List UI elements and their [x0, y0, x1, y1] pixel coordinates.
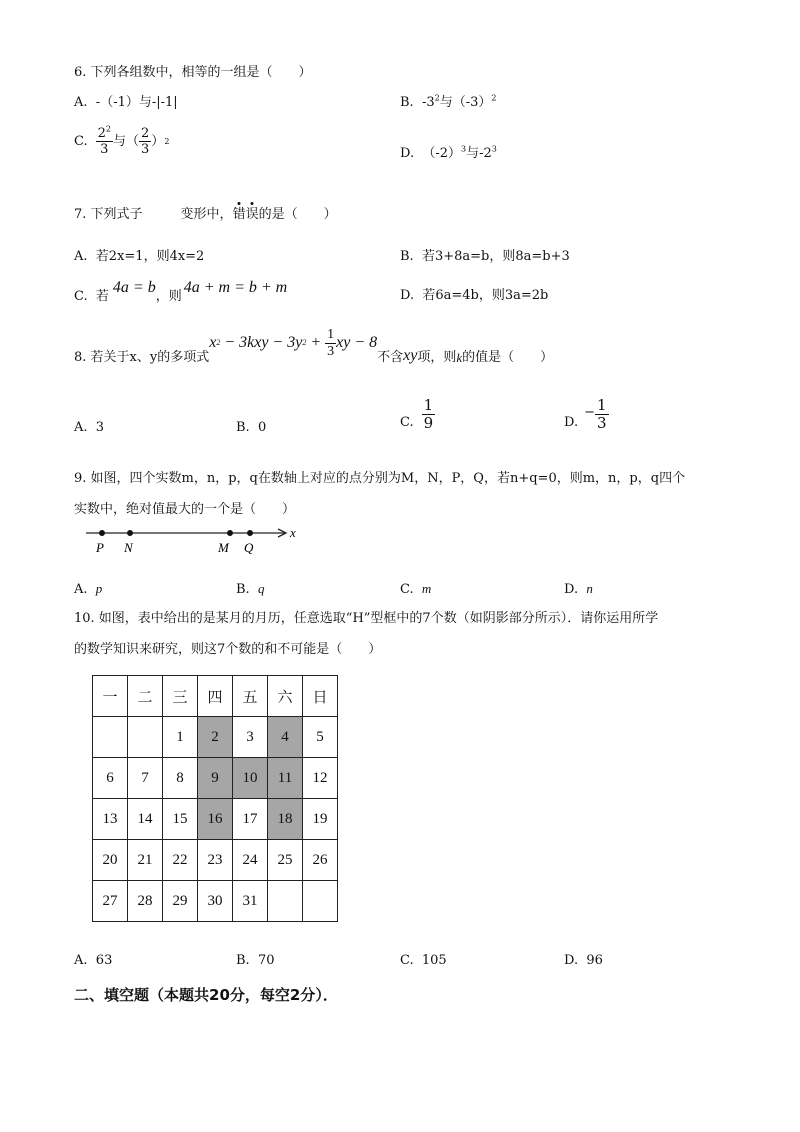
calendar-day-cell: 27 [93, 881, 128, 922]
calendar-day-cell: 21 [128, 840, 163, 881]
q8-stem [74, 328, 553, 364]
calendar-week-row [93, 840, 338, 881]
option-text: 70 [257, 953, 275, 968]
option-label: B. [400, 249, 414, 264]
calendar-header-cell: 三 [163, 676, 198, 717]
calendar-header-cell: 四 [198, 676, 233, 717]
option-label: B. [236, 582, 250, 597]
poly-term: − 3kxy − 3y [220, 334, 303, 351]
calendar-day-cell: 23 [198, 840, 233, 881]
calendar-day-cell: 15 [163, 799, 198, 840]
option-text: ） [151, 134, 165, 149]
option-label: D. [400, 146, 415, 161]
q10-option-b [236, 954, 275, 967]
emphasis-char: 错 [232, 207, 246, 222]
fraction [139, 127, 151, 156]
calendar-header-cell: 六 [268, 676, 303, 717]
calendar-day-cell: 26 [303, 840, 338, 881]
point-p-label: P [96, 540, 104, 555]
q9-option-d [564, 582, 593, 596]
calendar-day-cell: 22 [163, 840, 198, 881]
q10-option-d [564, 954, 603, 967]
option-label: A. [74, 249, 88, 264]
option-label: D. [564, 953, 579, 968]
q10-option-a [74, 954, 112, 967]
calendar-header-cell: 五 [233, 676, 268, 717]
calendar-day-cell: 24 [233, 840, 268, 881]
section-heading: 二、填空题（本题共20分，每空2分）． [74, 986, 338, 1004]
stem-text: 不含 [377, 349, 404, 365]
q10-option-c [400, 954, 447, 967]
option-text: 与-2 [466, 146, 492, 161]
q9-stem-line1: 9. 如图，四个实数m，n，p，q在数轴上对应的点分别为M，N，P，Q，若n+q=0，则m，n，p，q四个 [74, 471, 686, 486]
fraction-denominator: 3 [327, 343, 335, 359]
q10-stem-line1: 10. 如图，表中给出的是某月的月历，任意选取“H”型框中的7个数（如阴影部分所示）．请你运用所学 [74, 611, 659, 626]
option-label: A. [74, 95, 88, 110]
calendar-day-cell: 17 [233, 799, 268, 840]
polynomial: x 2 − 3kxy − 3y 2 + $\frac{1}{3}$ xy − 8 [209, 326, 378, 359]
option-text: n [586, 581, 593, 596]
calendar-week-row [93, 717, 338, 758]
calendar-day-cell [128, 717, 163, 758]
option-text: 与（-3） [439, 95, 492, 110]
exponent: 2 [434, 93, 440, 103]
q6-option-d [400, 144, 497, 161]
exponent: 3 [491, 144, 497, 154]
calendar-header-cell: 一 [93, 676, 128, 717]
calendar-day-cell: 20 [93, 840, 128, 881]
option-label: D. [564, 415, 579, 430]
q7-option-c [74, 280, 287, 303]
fraction-numerator: 2 [97, 126, 106, 141]
q6-option-b [400, 93, 497, 110]
q9-option-c [400, 582, 431, 596]
option-text: -（-1）与-|-1| [95, 95, 178, 110]
calendar-day-cell: 29 [163, 881, 198, 922]
poly-term: + [306, 334, 326, 351]
calendar-day-cell: 4 [268, 717, 303, 758]
calendar-day-cell: 11 [268, 758, 303, 799]
option-text: 与（ [113, 134, 140, 149]
q8-option-a [74, 421, 104, 434]
option-text: q [257, 581, 265, 596]
minus-sign: − [584, 405, 595, 420]
q6-stem: 6. 下列各组数中，相等的一组是（ ） [74, 65, 312, 80]
calendar-day-cell: 13 [93, 799, 128, 840]
point-m-label: M [218, 540, 229, 555]
stem-text: 8. 若关于x、y的多项式 [74, 349, 210, 365]
option-text: 96 [586, 953, 603, 968]
point-n-label: N [124, 540, 133, 555]
poly-term: x [209, 334, 217, 351]
option-label: C. [400, 582, 414, 597]
point-n-dot [127, 530, 133, 536]
q8-option-d [564, 398, 609, 431]
math-var: k [456, 349, 463, 365]
calendar-day-cell: 2 [198, 717, 233, 758]
calendar-day-cell: 31 [233, 881, 268, 922]
number-line-figure [80, 522, 310, 558]
option-label: A. [74, 582, 88, 597]
emphasis-char: 误 [245, 207, 259, 222]
option-label: A. [74, 420, 88, 435]
calendar-day-cell: 25 [268, 840, 303, 881]
option-text: ，则 [155, 289, 182, 304]
option-label: C. [400, 953, 414, 968]
calendar-day-cell: 3 [233, 717, 268, 758]
calendar-week-row [93, 799, 338, 840]
option-label: D. [564, 582, 579, 597]
q8-option-c [400, 398, 435, 431]
calendar-day-cell: 16 [198, 799, 233, 840]
equation: 4a = b [112, 279, 156, 296]
q7-option-d [400, 289, 548, 302]
calendar-day-cell: 7 [128, 758, 163, 799]
calendar-day-cell: 1 [163, 717, 198, 758]
calendar-week-row [93, 758, 338, 799]
stem-text: 的值是（ ） [462, 349, 554, 365]
option-label: D. [400, 288, 415, 303]
q8-option-b [236, 421, 266, 434]
poly-term: xy − 8 [336, 334, 378, 351]
option-text: 105 [421, 953, 447, 968]
q7-option-b [400, 250, 570, 263]
option-text: 3 [95, 420, 105, 435]
fraction [325, 328, 336, 359]
option-text: （-2） [422, 146, 462, 161]
q10-stem-line2: 的数学知识来研究，则这7个数的和不可能是（ ） [74, 642, 382, 657]
exponent: 2 [491, 93, 497, 103]
option-text: 若6a=4b，则3a=2b [422, 288, 549, 303]
calendar-day-cell [93, 717, 128, 758]
calendar-table [92, 675, 338, 922]
option-text: 若3+8a=b，则8a=b+3 [421, 249, 570, 264]
fraction [595, 398, 609, 431]
stem-text: 项，则 [417, 349, 457, 365]
fraction-denominator: 9 [423, 414, 434, 432]
calendar-day-cell: 30 [198, 881, 233, 922]
calendar-day-cell: 9 [198, 758, 233, 799]
math-var: xy [403, 347, 418, 364]
option-text: p [95, 581, 103, 596]
calendar-header-cell: 日 [303, 676, 338, 717]
calendar-header-row [93, 676, 338, 717]
calendar-day-cell: 10 [233, 758, 268, 799]
option-label: B. [236, 953, 250, 968]
stem-text: 7. 下列式子 [74, 207, 143, 222]
q9-option-a [74, 582, 102, 596]
calendar-week-row [93, 881, 338, 922]
fraction-numerator: 2 [141, 126, 150, 141]
stem-text: 的是（ ） [258, 207, 337, 222]
exponent: 2 [105, 124, 111, 134]
q6-option-c: C. $\frac{2^2}{3}$ 与（ $\frac{2}{3}$ ） 2 [74, 124, 170, 157]
option-text: 若2x=1，则4x=2 [95, 249, 205, 264]
option-text: 0 [257, 420, 267, 435]
calendar-day-cell [303, 881, 338, 922]
fraction-numerator: 1 [327, 326, 335, 342]
q7-stem [74, 208, 337, 221]
fraction-denominator: 3 [141, 142, 150, 157]
fraction-numerator: 1 [423, 396, 434, 414]
calendar-header-cell: 二 [128, 676, 163, 717]
point-q-dot [247, 530, 253, 536]
calendar-day-cell: 12 [303, 758, 338, 799]
point-p-dot [99, 530, 105, 536]
axis-label: x [290, 525, 296, 540]
calendar-day-cell: 8 [163, 758, 198, 799]
option-text: 63 [95, 953, 113, 968]
calendar-day-cell: 28 [128, 881, 163, 922]
fraction [422, 398, 436, 431]
q9-option-b [236, 582, 264, 596]
fraction-denominator: 3 [100, 142, 109, 157]
calendar-day-cell: 14 [128, 799, 163, 840]
point-m-dot [227, 530, 233, 536]
q9-stem-line2: 实数中，绝对值最大的一个是（ ） [74, 502, 296, 517]
q6-option-a [74, 96, 178, 109]
stem-text: 变形中， [180, 207, 233, 222]
calendar-day-cell: 19 [303, 799, 338, 840]
fraction-numerator: 1 [597, 396, 607, 414]
fraction [96, 124, 113, 157]
point-q-label: Q [244, 540, 254, 555]
equation: 4a + m = b + m [183, 279, 288, 296]
option-label: C. [400, 415, 414, 430]
q7-option-a [74, 250, 204, 263]
calendar-day-cell: 18 [268, 799, 303, 840]
option-label: C. [74, 289, 88, 304]
calendar-day-cell: 6 [93, 758, 128, 799]
option-label: B. [400, 95, 414, 110]
option-text: 若 [95, 289, 109, 304]
fraction-denominator: 3 [597, 414, 607, 432]
option-text: m [421, 581, 432, 596]
option-label: A. [74, 953, 88, 968]
option-label: B. [236, 420, 250, 435]
option-label: C. [74, 134, 88, 149]
exponent: 3 [461, 144, 467, 154]
calendar-day-cell: 5 [303, 717, 338, 758]
option-text: -3 [421, 95, 435, 110]
calendar-day-cell [268, 881, 303, 922]
